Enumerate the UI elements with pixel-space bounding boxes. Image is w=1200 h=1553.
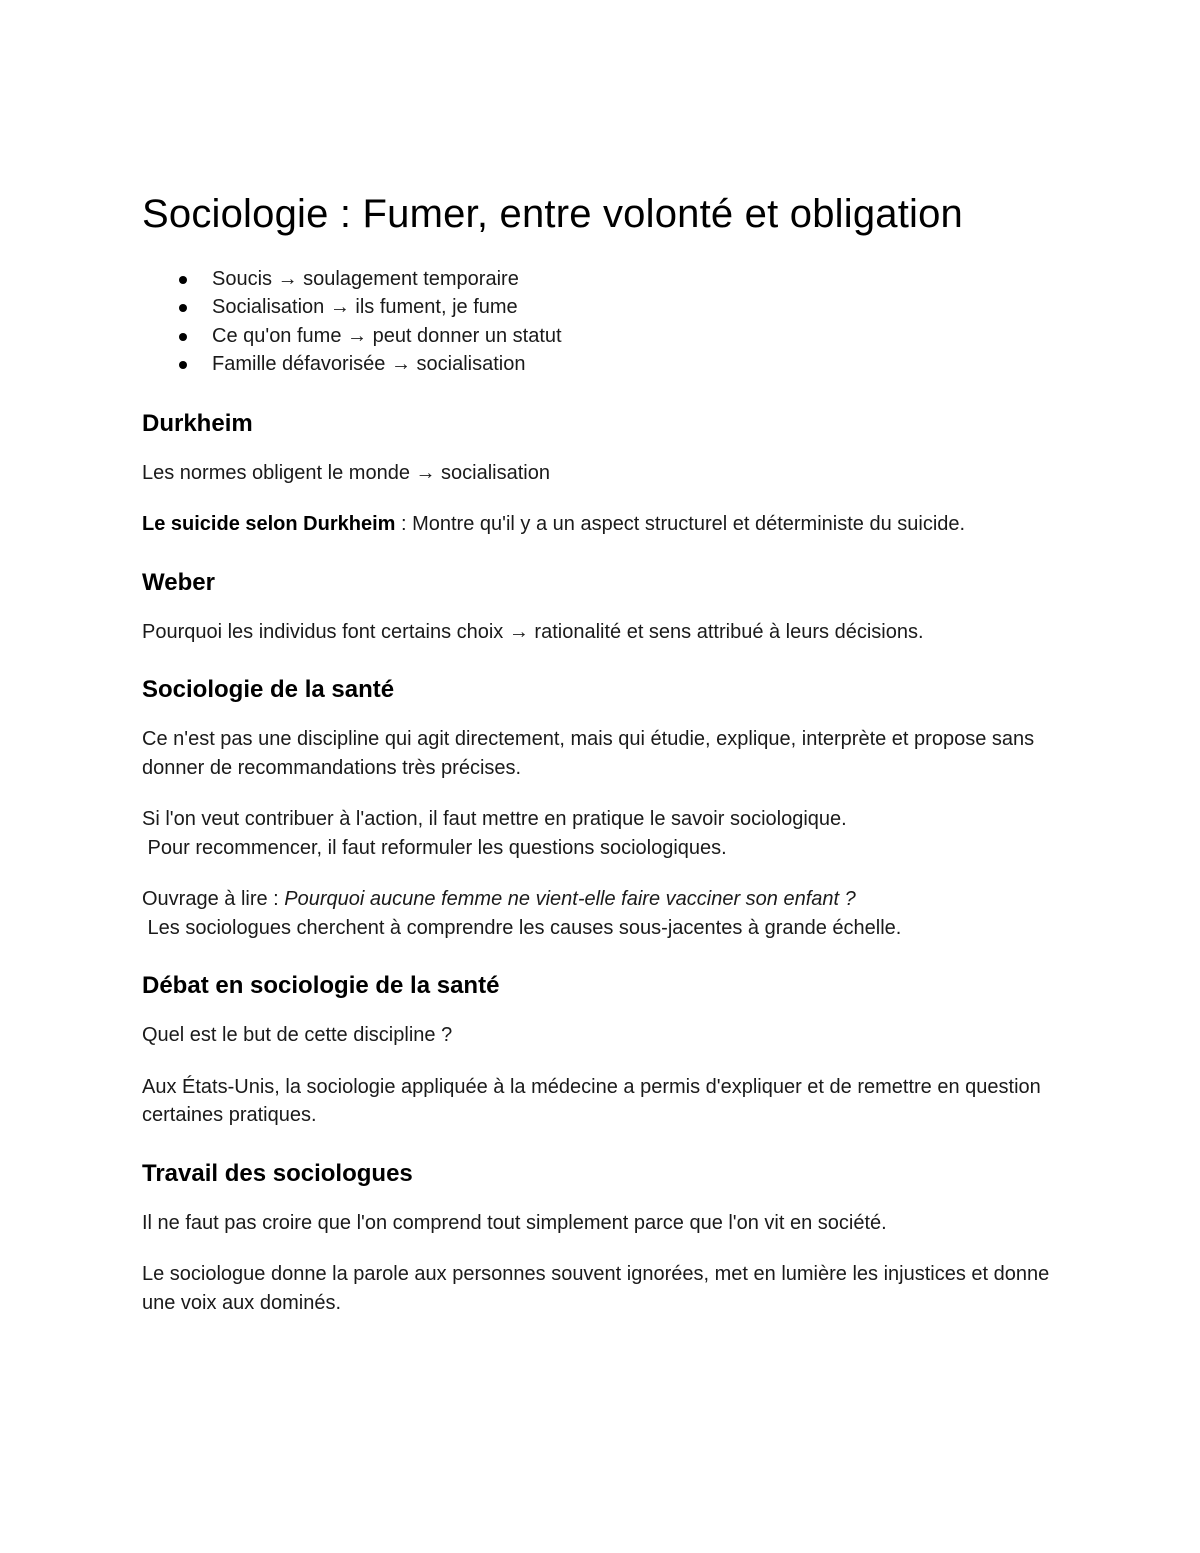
- list-item-text: Famille défavorisée → socialisation: [212, 353, 526, 376]
- section-heading: Débat en sociologie de la santé: [142, 972, 500, 1000]
- paragraph-line: Si l'on veut contribuer à l'action, il faut mettre en pratique le savoir sociologique.: [142, 808, 847, 831]
- paragraph-line: Les sociologues cherchent à comprendre les causes sous-jacentes à grande échelle.: [142, 916, 902, 939]
- paragraph-line: Pour recommencer, il faut reformuler les questions sociologiques.: [142, 836, 727, 859]
- list-item: [142, 293, 1072, 321]
- document-page: [142, 186, 1072, 1340]
- bullet-icon: [179, 361, 187, 369]
- section-weber: [142, 567, 1072, 647]
- intro-bullet-list: [142, 265, 1072, 379]
- section-durkheim: [142, 408, 1072, 539]
- paragraph: Ce n'est pas une discipline qui agit directement, mais qui étudie, explique, interprète et propose sans donner de recommandations très précises.: [142, 728, 1035, 779]
- book-title: Pourquoi aucune femme ne vient-elle faire vacciner son enfant ?: [284, 888, 856, 911]
- section-travail: [142, 1158, 1072, 1318]
- bold-term: Le suicide selon Durkheim: [142, 513, 396, 536]
- paragraph: Quel est le but de cette discipline ?: [142, 1024, 453, 1047]
- paragraph: Les normes obligent le monde → socialisation: [142, 461, 550, 484]
- document-title: Sociologie : Fumer, entre volonté et obligation: [142, 192, 964, 236]
- bullet-icon: [179, 304, 187, 312]
- paragraph: [142, 805, 1072, 862]
- paragraph: [142, 885, 1072, 942]
- list-item: [142, 322, 1072, 350]
- list-item-text: Ce qu'on fume → peut donner un statut: [212, 324, 562, 347]
- section-heading: Weber: [142, 568, 215, 596]
- paragraph-text: : Montre qu'il y a un aspect structurel et déterministe du suicide.: [395, 513, 966, 536]
- section-heading: Durkheim: [142, 409, 253, 437]
- list-item: [142, 350, 1072, 378]
- paragraph-line: [142, 885, 1072, 914]
- book-prefix: Ouvrage à lire :: [142, 888, 285, 911]
- list-item-text: Socialisation → ils fument, je fume: [212, 296, 518, 319]
- bullet-icon: [179, 333, 187, 341]
- section-heading: Travail des sociologues: [142, 1159, 413, 1187]
- bullet-icon: [179, 276, 187, 284]
- paragraph: [142, 510, 1072, 539]
- section-sociologie-sante: [142, 674, 1072, 942]
- list-item: [142, 265, 1072, 293]
- paragraph: Aux États-Unis, la sociologie appliquée à la médecine a permis d'expliquer et de remettre en question certaines pratiques.: [142, 1075, 1041, 1127]
- paragraph: Le sociologue donne la parole aux personnes souvent ignorées, met en lumière les injustices et donne une voix aux dominés.: [142, 1263, 1050, 1314]
- paragraph: Il ne faut pas croire que l'on comprend tout simplement parce que l'on vit en société.: [142, 1211, 887, 1234]
- list-item-text: Soucis → soulagement temporaire: [212, 268, 519, 290]
- paragraph: Pourquoi les individus font certains choix → rationalité et sens attribué à leurs décisions.: [142, 620, 924, 643]
- section-heading: Sociologie de la santé: [142, 676, 395, 704]
- section-debat: [142, 970, 1072, 1130]
